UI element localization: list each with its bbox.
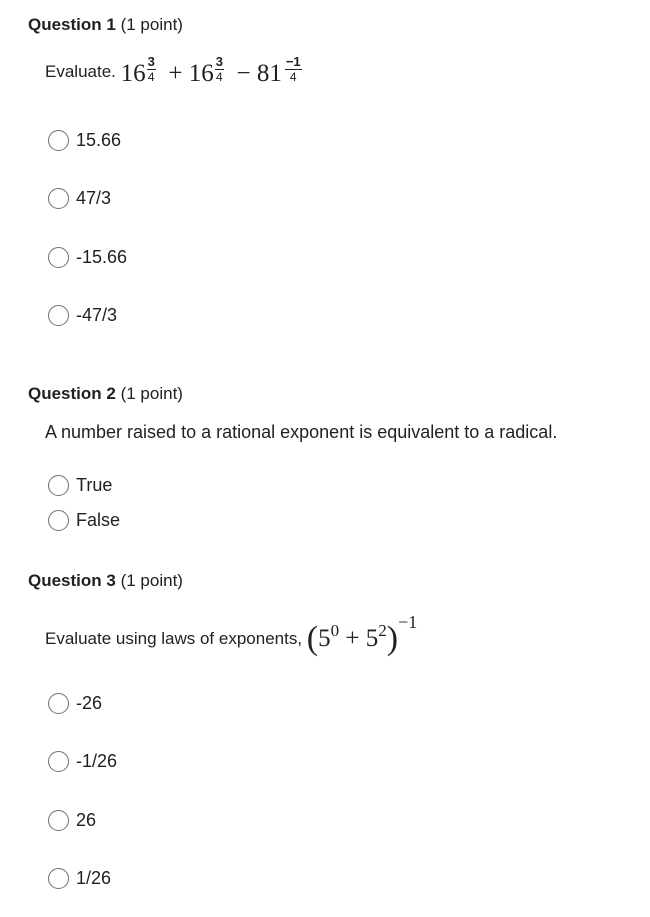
op-plus: + (168, 60, 183, 87)
term1-base: 16 (120, 60, 146, 87)
radio-button[interactable] (48, 510, 69, 531)
question-1-option-1[interactable] (48, 130, 121, 151)
term2-exp-num: 3 (215, 54, 223, 69)
question-3-points: (1 point) (120, 571, 183, 590)
radio-button[interactable] (48, 305, 69, 326)
option-label: 1/26 (76, 868, 112, 888)
term3-exponent (285, 56, 302, 83)
question-1-title: Question 1 (28, 15, 116, 34)
option-label: 15.66 (76, 130, 122, 150)
radio-button[interactable] (48, 130, 69, 151)
term3-exp-den: 4 (289, 70, 297, 84)
term2-exp-den: 4 (215, 70, 223, 84)
question-1-prompt (45, 54, 302, 87)
option-label: -26 (76, 693, 103, 713)
question-3-option-3[interactable] (48, 810, 96, 831)
question-1-option-4[interactable] (48, 305, 117, 326)
question-3-prompt (45, 612, 418, 657)
op-plus: + (345, 625, 360, 652)
radio-button[interactable] (48, 751, 69, 772)
radio-button[interactable] (48, 475, 69, 496)
close-paren: ) (386, 620, 399, 657)
option-label: -1/26 (76, 751, 118, 771)
question-1-expression (120, 54, 302, 87)
question-3-expression (306, 612, 418, 657)
base-2: 5 (365, 625, 379, 652)
option-label: -47/3 (76, 305, 118, 325)
question-3-option-4[interactable] (48, 868, 111, 889)
radio-button[interactable] (48, 693, 69, 714)
question-1-option-3[interactable] (48, 247, 127, 268)
question-3-heading (28, 571, 183, 591)
outer-exponent: −1 (398, 612, 418, 632)
term2-exponent (215, 56, 224, 83)
term2-base: 16 (188, 60, 214, 87)
question-2-points: (1 point) (120, 384, 183, 403)
exponent-1: 0 (330, 621, 340, 640)
question-2-title: Question 2 (28, 384, 116, 403)
question-2-heading (28, 384, 183, 404)
exponent-2: 2 (378, 621, 387, 640)
question-3-prompt-text: Evaluate using laws of exponents, (45, 629, 303, 648)
radio-button[interactable] (48, 810, 69, 831)
question-3-option-2[interactable] (48, 751, 117, 772)
term3-base: 81 (256, 60, 282, 87)
radio-button[interactable] (48, 188, 69, 209)
question-2-option-true[interactable] (48, 475, 112, 496)
op-minus: − (236, 60, 251, 87)
option-label: -15.66 (76, 247, 128, 267)
option-label: True (76, 475, 113, 495)
radio-button[interactable] (48, 247, 69, 268)
question-2-prompt: A number raised to a rational exponent is equivalent to a radical. (45, 422, 558, 442)
option-label: False (76, 510, 121, 530)
term1-exp-num: 3 (147, 54, 155, 69)
option-label: 47/3 (76, 188, 112, 208)
option-label: 26 (76, 810, 97, 830)
question-1-points: (1 point) (120, 15, 183, 34)
open-paren: ( (306, 620, 319, 657)
question-3-title: Question 3 (28, 571, 116, 590)
question-1-heading (28, 15, 183, 35)
term3-exp-num: −1 (285, 54, 301, 69)
question-1-prompt-text: Evaluate. (45, 62, 116, 81)
radio-button[interactable] (48, 868, 69, 889)
question-2-option-false[interactable] (48, 510, 120, 531)
base-1: 5 (318, 625, 331, 652)
term1-exponent (147, 56, 156, 83)
question-1-option-2[interactable] (48, 188, 111, 209)
term1-exp-den: 4 (147, 70, 155, 84)
question-3-option-1[interactable] (48, 693, 102, 714)
